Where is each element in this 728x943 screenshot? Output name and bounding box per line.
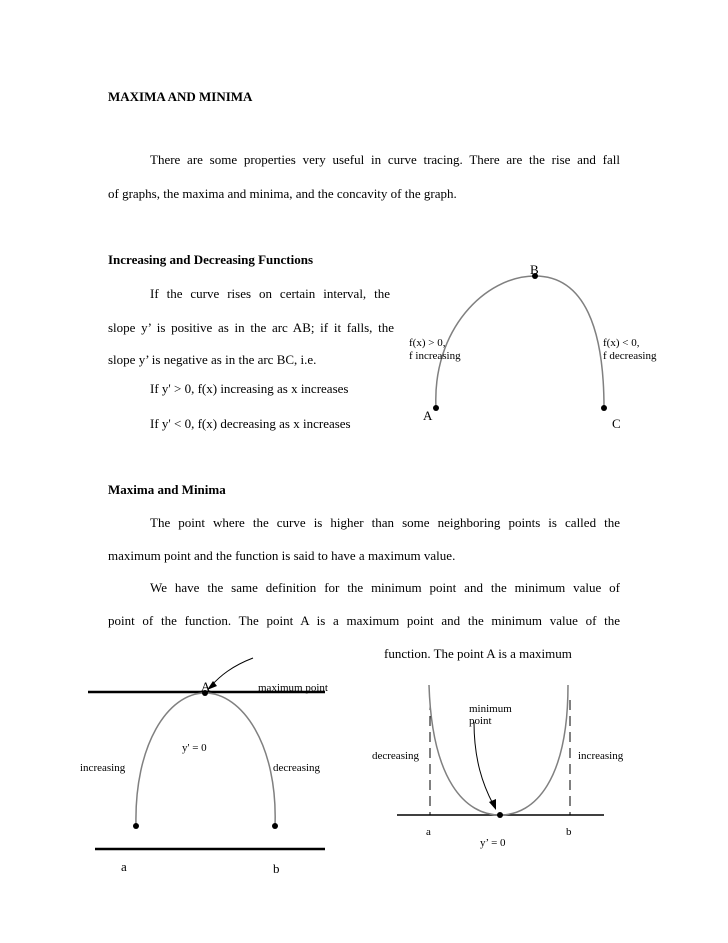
section2-line-3: We have the same definition for the minimum point and the minimum value of <box>150 580 620 595</box>
section2-line-2: maximum point and the function is said to have a maximum value. <box>108 548 456 563</box>
fig3-decreasing: decreasing <box>372 750 420 762</box>
section1-line-1: If the curve rises on certain interval, the <box>150 286 390 301</box>
section-heading-increasing-decreasing: Increasing and Decreasing Functions <box>108 252 314 267</box>
section2-line-1: The point where the curve is higher than some neighboring points is called the <box>150 515 620 530</box>
fig2-increasing: increasing <box>80 762 126 774</box>
fig3-min-line2: point <box>469 715 492 727</box>
fig2-max-label: maximum point <box>258 682 328 694</box>
fig3-label-a: a <box>426 826 431 838</box>
fig1-label-b: B <box>530 262 539 277</box>
fig1-left-line2: f increasing <box>409 350 461 362</box>
fig3-increasing: increasing <box>578 750 624 762</box>
fig3-slope: y’ = 0 <box>480 837 506 849</box>
fig2-slope: y' = 0 <box>182 742 207 754</box>
fig2-label-a: a <box>121 859 127 874</box>
fig1-right-line2: f decreasing <box>603 350 657 362</box>
section-heading-maxima-minima: Maxima and Minima <box>108 482 226 497</box>
fig2-label-b: b <box>273 861 280 876</box>
section1-line-5: If y' < 0, f(x) decreasing as x increases <box>150 416 351 431</box>
section2-line-5: function. The point A is a maximum <box>384 646 572 661</box>
section2-line-4: point of the function. The point A is a maximum point and the minimum value of the <box>108 613 620 628</box>
fig1-right-line1: f(x) < 0, <box>603 337 640 349</box>
section1-line-2: slope y’ is positive as in the arc AB; if it falls, the <box>108 320 394 335</box>
fig2-decreasing: decreasing <box>273 762 321 774</box>
fig1-left-line1: f(x) > 0, <box>409 337 446 349</box>
fig3-label-b: b <box>566 826 572 838</box>
section1-line-3: slope y’ is negative as in the arc BC, i.e. <box>108 352 317 367</box>
fig1-label-a: A <box>423 408 433 423</box>
intro-line-1: There are some properties very useful in curve tracing. There are the rise and fall <box>150 152 620 167</box>
fig1-label-c: C <box>612 416 621 431</box>
fig3-min-line1: minimum <box>469 703 512 715</box>
intro-line-2: of graphs, the maxima and minima, and the concavity of the graph. <box>108 186 457 201</box>
fig2-label-a-top: A <box>201 679 211 694</box>
page-title: MAXIMA AND MINIMA <box>108 89 253 104</box>
section1-line-4: If y' > 0, f(x) increasing as x increases <box>150 381 349 396</box>
